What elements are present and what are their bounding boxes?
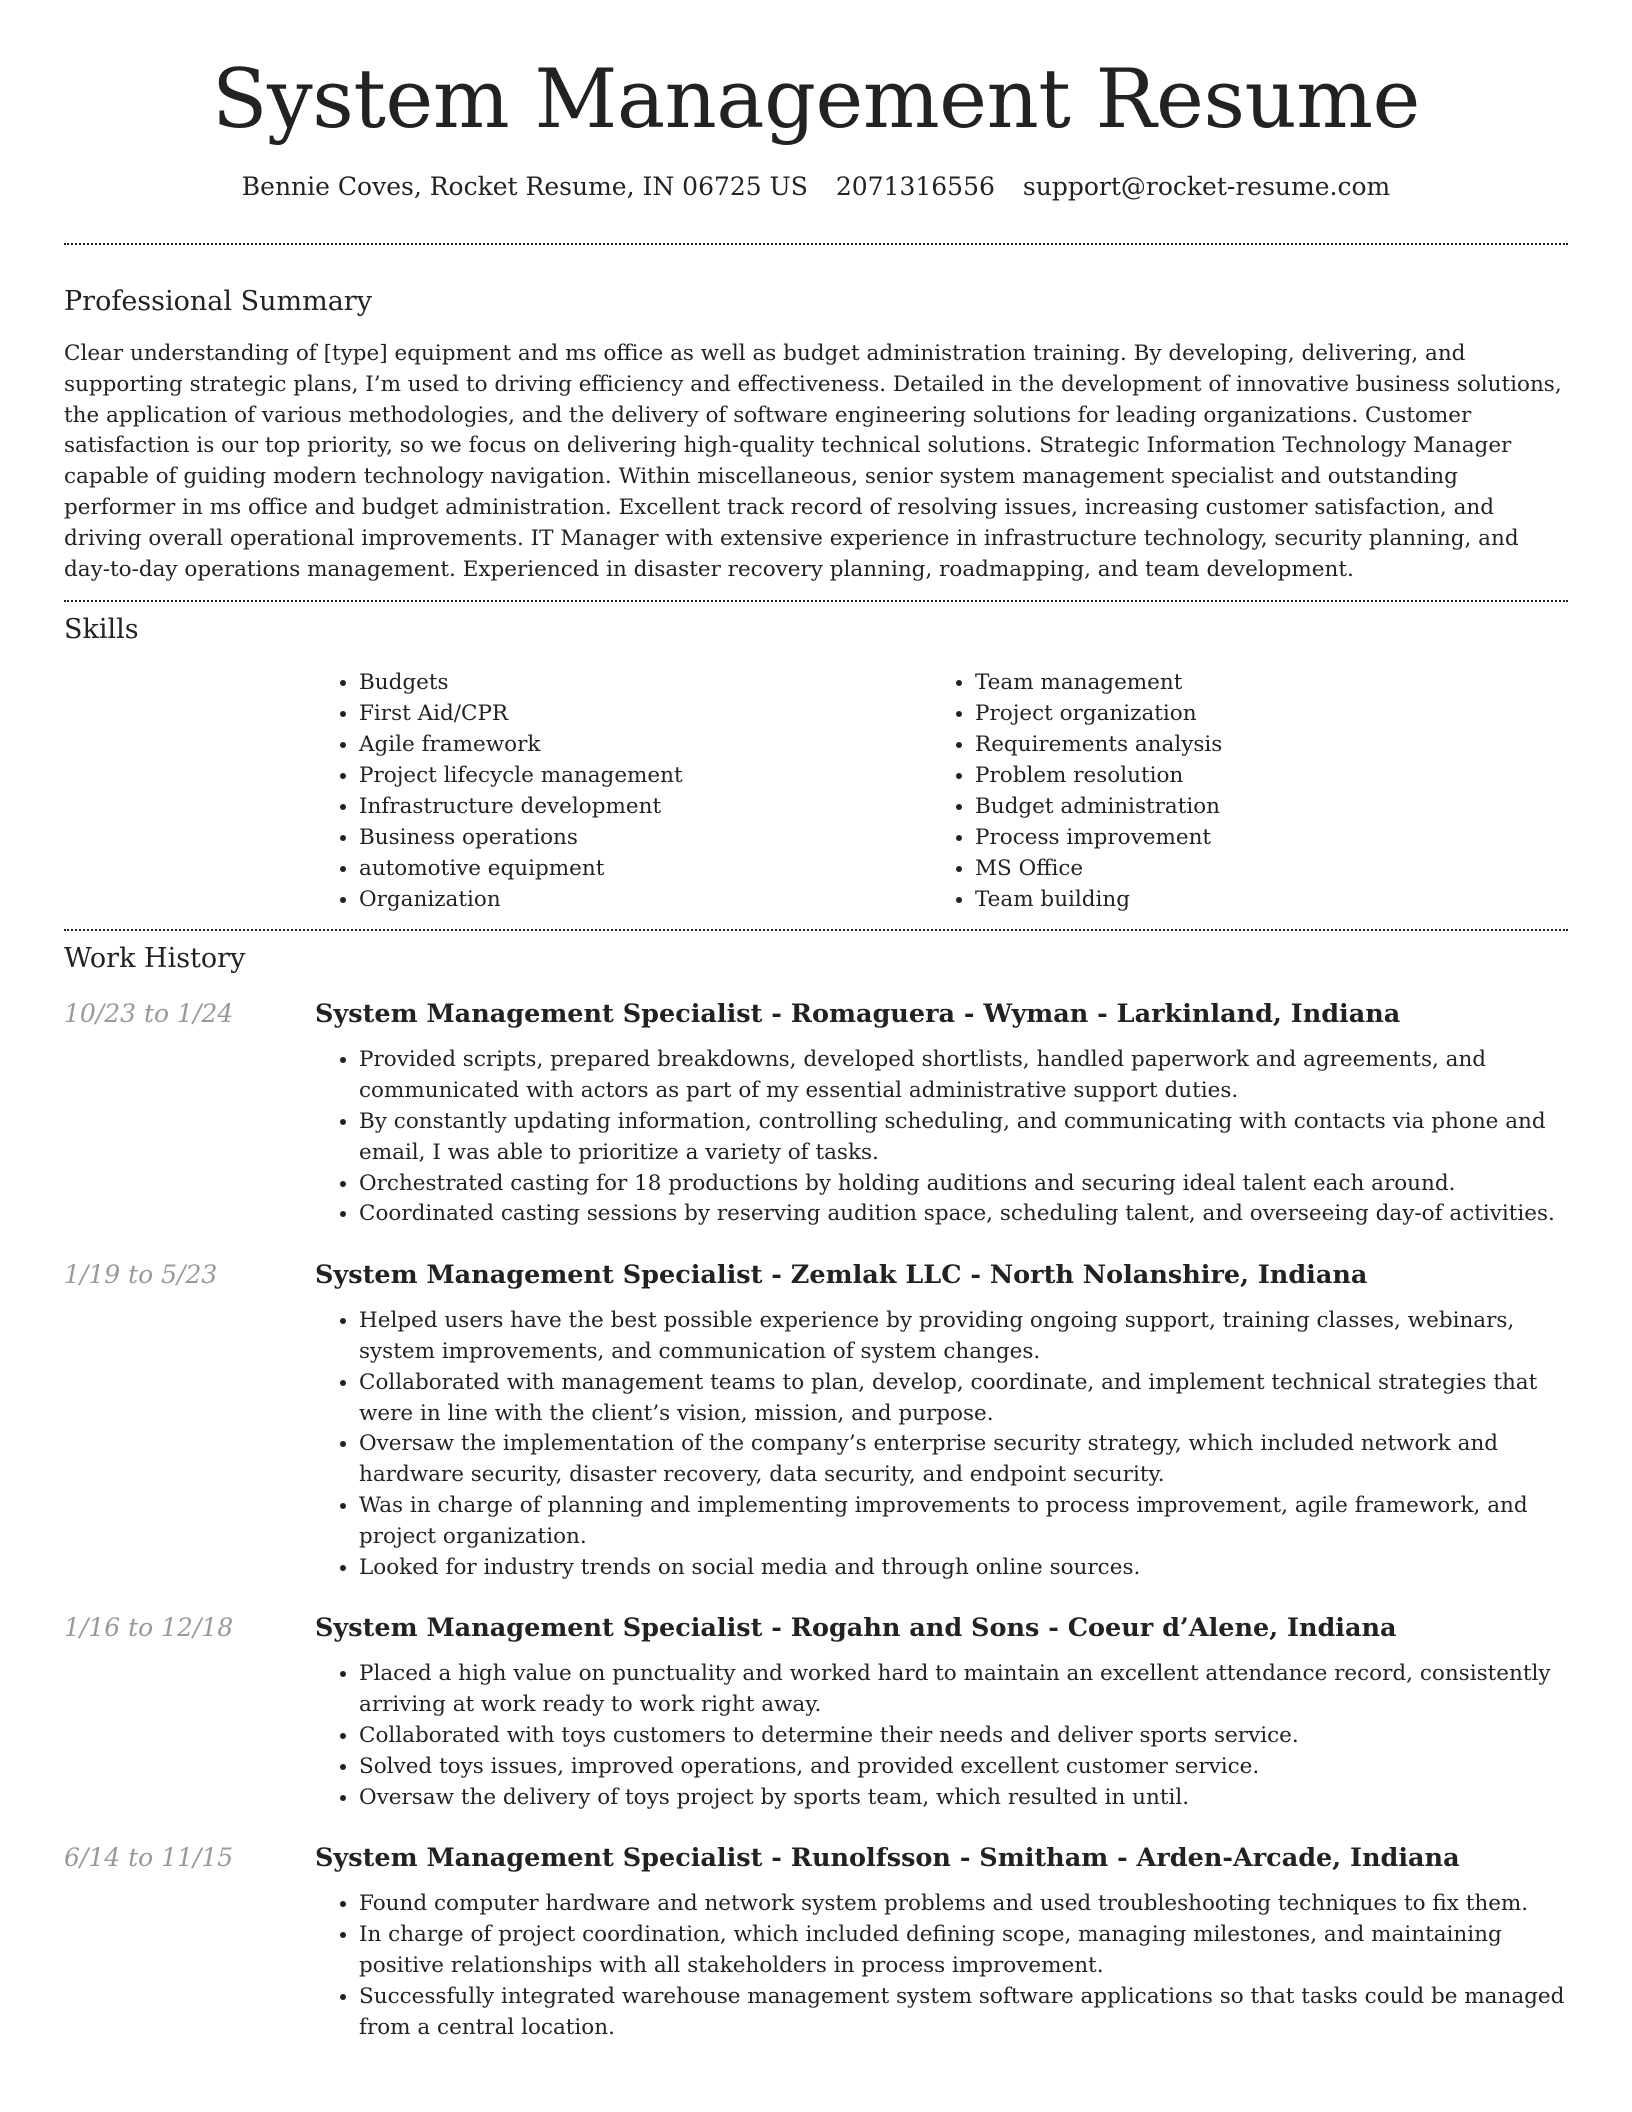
job-body bbox=[315, 1611, 1568, 1813]
job-bullet: • Looked for industry trends on social media and through online sources. bbox=[359, 1553, 1568, 1584]
divider bbox=[64, 243, 1568, 245]
job-bullet: • By constantly updating information, controlling scheduling, and communicating with contacts via phone and email, I was able to prioritize a variety of tasks. bbox=[359, 1107, 1568, 1169]
skill-item: • Team building bbox=[975, 884, 1547, 915]
section-title-skills: Skills bbox=[64, 614, 139, 646]
job-body bbox=[315, 997, 1568, 1230]
skills-column-left bbox=[315, 667, 931, 915]
summary-text: Clear understanding of [type] equipment and ms office as well as budget administration training. By developing, delivering, and supporting strategic plans, I’m used to driving efficiency and effectiveness. Detailed in the development of innovative business solutions, the application of various methodologies, and the delivery of software engineering solutions for leading organizations. Customer satisfaction is our top priority, so we focus on delivering high-quality technical solutions. Strategic Information Technology Manager capable of guiding modern technology navigation. Within miscellaneous, senior system management specialist and outstanding performer in ms office and budget administration. Excellent track record of resolving issues, increasing customer satisfaction, and driving overall operational improvements. IT Manager with extensive experience in infrastructure technology, security planning, and day-to-day operations management. Experienced in disaster recovery planning, roadmapping, and team development. bbox=[64, 341, 1562, 582]
contact-address: Bennie Coves, Rocket Resume, IN 06725 US bbox=[241, 172, 808, 201]
skill-item: • Budgets bbox=[359, 667, 931, 698]
job-dates: 6/14 to 11/15 bbox=[64, 1843, 234, 1873]
skills-list bbox=[315, 667, 1568, 915]
contact-line bbox=[64, 170, 1568, 204]
contact-phone: 2071316556 bbox=[835, 172, 995, 201]
skill-item: • Process improvement bbox=[975, 822, 1547, 853]
job-bullets bbox=[315, 1045, 1568, 1230]
job-entry bbox=[64, 1258, 1568, 1583]
skill-item: • Project lifecycle management bbox=[359, 760, 931, 791]
skill-item: • First Aid/CPR bbox=[359, 698, 931, 729]
skill-item: • Team management bbox=[975, 667, 1547, 698]
job-bullets bbox=[315, 1659, 1568, 1813]
skill-item: • automotive equipment bbox=[359, 853, 931, 884]
contact-email: support@rocket-resume.com bbox=[1022, 172, 1391, 201]
job-bullets bbox=[315, 1889, 1568, 2043]
skill-item: • Project organization bbox=[975, 698, 1547, 729]
job-bullet: • Was in charge of planning and implementing improvements to process improvement, agile framework, and project organization. bbox=[359, 1491, 1568, 1553]
divider bbox=[64, 929, 1568, 931]
job-bullet: • Oversaw the delivery of toys project by sports team, which resulted in until. bbox=[359, 1783, 1568, 1814]
job-title: System Management Specialist - Romaguera - Wyman - Larkinland, Indiana bbox=[315, 999, 1401, 1030]
job-entry bbox=[64, 1611, 1568, 1813]
job-title: System Management Specialist - Runolfsson - Smitham - Arden-Arcade, Indiana bbox=[315, 1843, 1460, 1874]
page-title: System Management Resume bbox=[212, 53, 1420, 147]
job-bullet: • Coordinated casting sessions by reserving audition space, scheduling talent, and overseeing day-of activities. bbox=[359, 1199, 1568, 1230]
skill-item: • MS Office bbox=[975, 853, 1547, 884]
job-dates: 10/23 to 1/24 bbox=[64, 999, 234, 1029]
job-bullet: • Collaborated with toys customers to determine their needs and deliver sports service. bbox=[359, 1721, 1568, 1752]
skills-column-right bbox=[931, 667, 1547, 915]
job-body bbox=[315, 1258, 1568, 1583]
skill-item: • Problem resolution bbox=[975, 760, 1547, 791]
skill-item: • Organization bbox=[359, 884, 931, 915]
job-dates: 1/19 to 5/23 bbox=[64, 1260, 218, 1290]
job-bullet: • Solved toys issues, improved operations, and provided excellent customer service. bbox=[359, 1752, 1568, 1783]
job-bullets bbox=[315, 1306, 1568, 1583]
job-bullet: • Collaborated with management teams to plan, develop, coordinate, and implement technical strategies that were in line with the client’s vision, mission, and purpose. bbox=[359, 1368, 1568, 1430]
job-bullet: • Orchestrated casting for 18 productions by holding auditions and securing ideal talent each around. bbox=[359, 1169, 1568, 1200]
job-bullet: • Successfully integrated warehouse management system software applications so that tasks could be managed from a central location. bbox=[359, 1982, 1568, 2044]
section-title-work-history: Work History bbox=[64, 943, 246, 975]
divider bbox=[64, 600, 1568, 602]
section-title-summary: Professional Summary bbox=[64, 286, 372, 317]
job-bullet: • Helped users have the best possible experience by providing ongoing support, training classes, webinars, system improvements, and communication of system changes. bbox=[359, 1306, 1568, 1368]
skill-item: • Business operations bbox=[359, 822, 931, 853]
job-dates: 1/16 to 12/18 bbox=[64, 1613, 234, 1643]
job-bullet: • Placed a high value on punctuality and worked hard to maintain an excellent attendance record, consistently arriving at work ready to work right away. bbox=[359, 1659, 1568, 1721]
skill-item: • Agile framework bbox=[359, 729, 931, 760]
job-bullet: • Provided scripts, prepared breakdowns, developed shortlists, handled paperwork and agreements, and communicated with actors as part of my essential administrative support duties. bbox=[359, 1045, 1568, 1107]
skill-item: • Budget administration bbox=[975, 791, 1547, 822]
job-bullet: • Found computer hardware and network system problems and used troubleshooting techniques to fix them. bbox=[359, 1889, 1568, 1920]
skill-item: • Infrastructure development bbox=[359, 791, 931, 822]
job-body bbox=[315, 1841, 1568, 2043]
skill-item: • Requirements analysis bbox=[975, 729, 1547, 760]
job-title: System Management Specialist - Zemlak LLC - North Nolanshire, Indiana bbox=[315, 1260, 1368, 1291]
resume-page bbox=[64, 0, 1568, 2043]
job-entry bbox=[64, 1841, 1568, 2043]
job-title: System Management Specialist - Rogahn and Sons - Coeur d’Alene, Indiana bbox=[315, 1613, 1397, 1644]
job-entry bbox=[64, 997, 1568, 1230]
job-bullet: • Oversaw the implementation of the company’s enterprise security strategy, which included network and hardware security, disaster recovery, data security, and endpoint security. bbox=[359, 1429, 1568, 1491]
job-bullet: • In charge of project coordination, which included defining scope, managing milestones, and maintaining positive relationships with all stakeholders in process improvement. bbox=[359, 1920, 1568, 1982]
